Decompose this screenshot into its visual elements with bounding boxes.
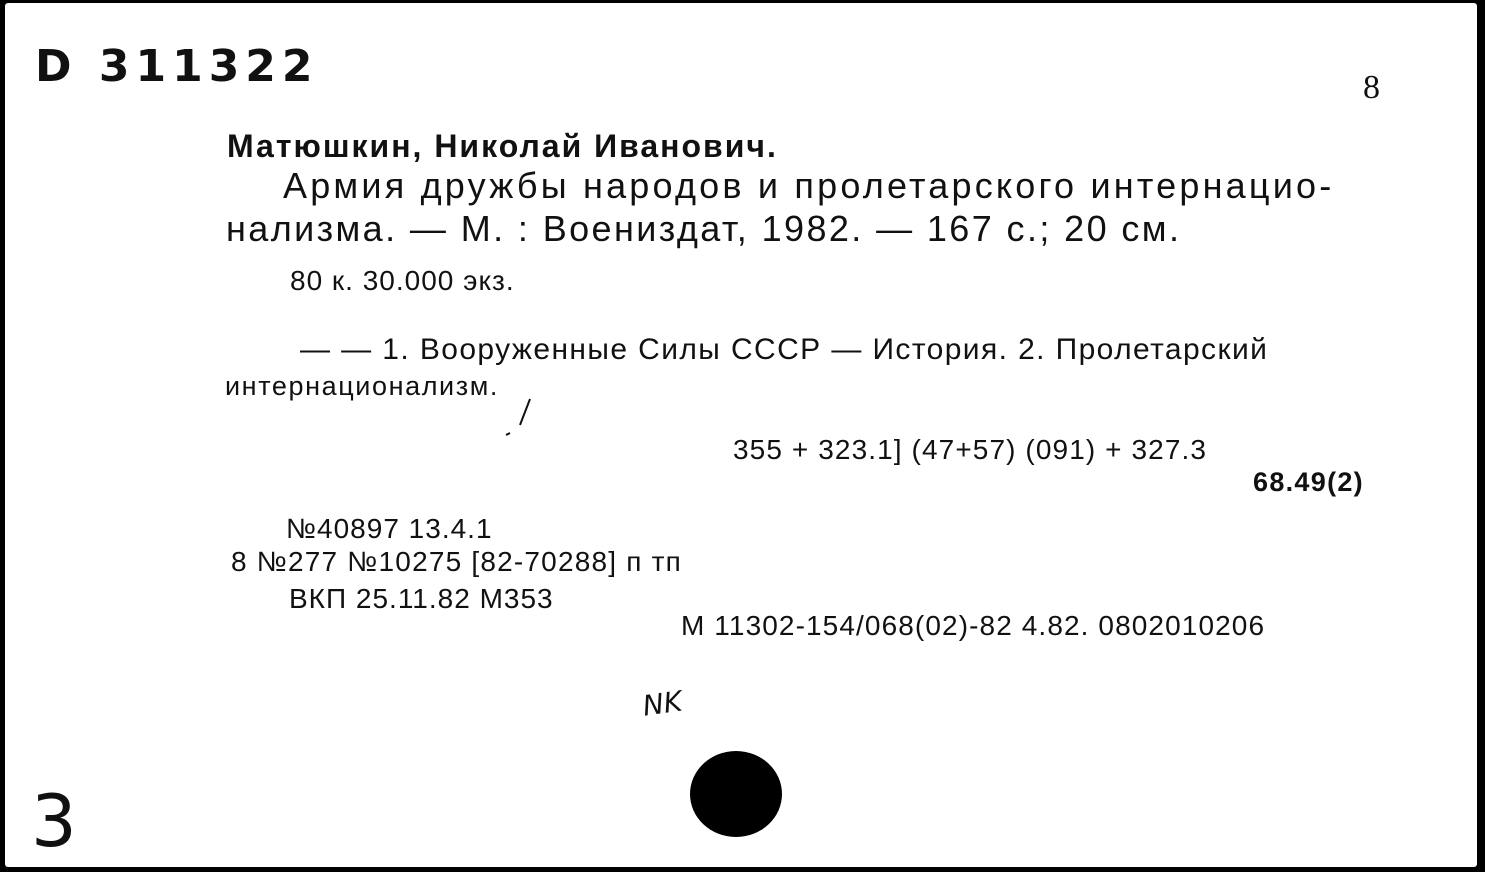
subject-headings-line-1: — — 1. Вооруженные Силы СССР — История. 2. Пролетарский	[300, 333, 1269, 366]
record-number: №40897 13.4.1	[286, 513, 493, 544]
handwritten-margin-mark: 3	[31, 779, 77, 863]
subject-headings-line-2: интернационализм.	[225, 371, 499, 401]
price-and-print-run: 80 к. 30.000 экз.	[290, 265, 515, 296]
handwritten-initials: NK	[640, 684, 685, 723]
title-line-2: нализма. — М. : Воениздат, 1982. — 167 с.; 20 см.	[226, 208, 1182, 249]
punch-hole	[690, 751, 782, 837]
pencil-slash-mark	[500, 395, 540, 443]
udc-classification: 355 + 323.1] (47+57) (091) + 327.3	[733, 434, 1208, 465]
vkp-line: ВКП 25.11.82 М353	[289, 583, 554, 614]
author-heading: Матюшкин, Николай Иванович.	[227, 128, 778, 164]
call-number: D 311322	[35, 41, 319, 92]
catalog-card	[5, 3, 1477, 867]
isbn-line: М 11302-154/068(02)-82 4.82. 0802010206	[681, 610, 1266, 641]
card-number: 8	[1363, 69, 1380, 106]
print-info: 8 №277 №10275 [82-70288] п тп	[231, 546, 682, 577]
bbk-classification: 68.49(2)	[1253, 467, 1364, 497]
title-line-1: Армия дружбы народов и пролетарского интернацио-	[283, 165, 1335, 206]
